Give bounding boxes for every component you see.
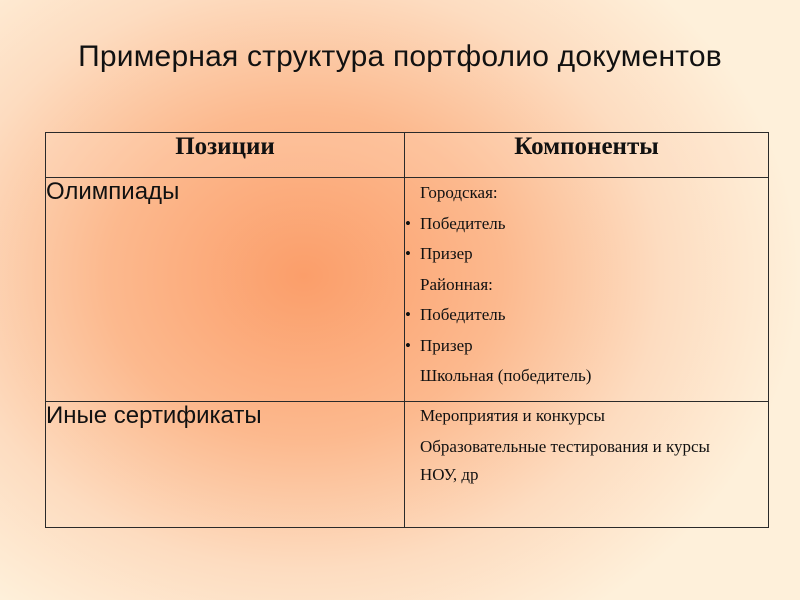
position-cell: Иные сертификаты — [46, 402, 405, 528]
position-cell: Олимпиады — [46, 178, 405, 402]
list-item-text: Победитель — [420, 213, 506, 233]
list-item — [405, 209, 768, 240]
bullet-marker: • — [405, 335, 411, 355]
table-row — [46, 402, 769, 528]
bullet-marker: • — [405, 213, 411, 233]
list-item — [405, 461, 768, 489]
column-header-positions: Позиции — [46, 133, 405, 178]
list-item — [405, 239, 768, 270]
list-item — [405, 300, 768, 331]
list-item — [405, 433, 768, 461]
list-item-text: Мероприятия и конкурсы — [420, 406, 605, 425]
table-header-row — [46, 133, 769, 178]
list-item-text: Призер — [420, 335, 473, 355]
list-item-text: НОУ, др — [420, 465, 479, 484]
components-cell — [405, 402, 769, 528]
bullet-marker: • — [405, 244, 411, 263]
list-item — [405, 178, 768, 209]
components-cell — [405, 178, 769, 402]
slide-title: Примерная структура портфолио документов — [78, 40, 722, 73]
list-item-text: Победитель — [420, 305, 506, 324]
column-header-components: Компоненты — [405, 133, 769, 178]
list-item-text: Призер — [420, 244, 473, 263]
bullet-marker: • — [405, 305, 411, 324]
list-item-text: Районная: — [420, 274, 493, 294]
list-item-text: Городская: — [420, 183, 498, 202]
list-item — [405, 402, 768, 430]
portfolio-table — [45, 132, 769, 528]
list-item-text: Образовательные тестирования и курсы — [420, 437, 710, 456]
list-item — [405, 331, 768, 362]
list-item — [405, 361, 768, 392]
list-item-text: Школьная (победитель) — [420, 366, 592, 385]
list-item — [405, 270, 768, 301]
table-row — [46, 178, 769, 402]
